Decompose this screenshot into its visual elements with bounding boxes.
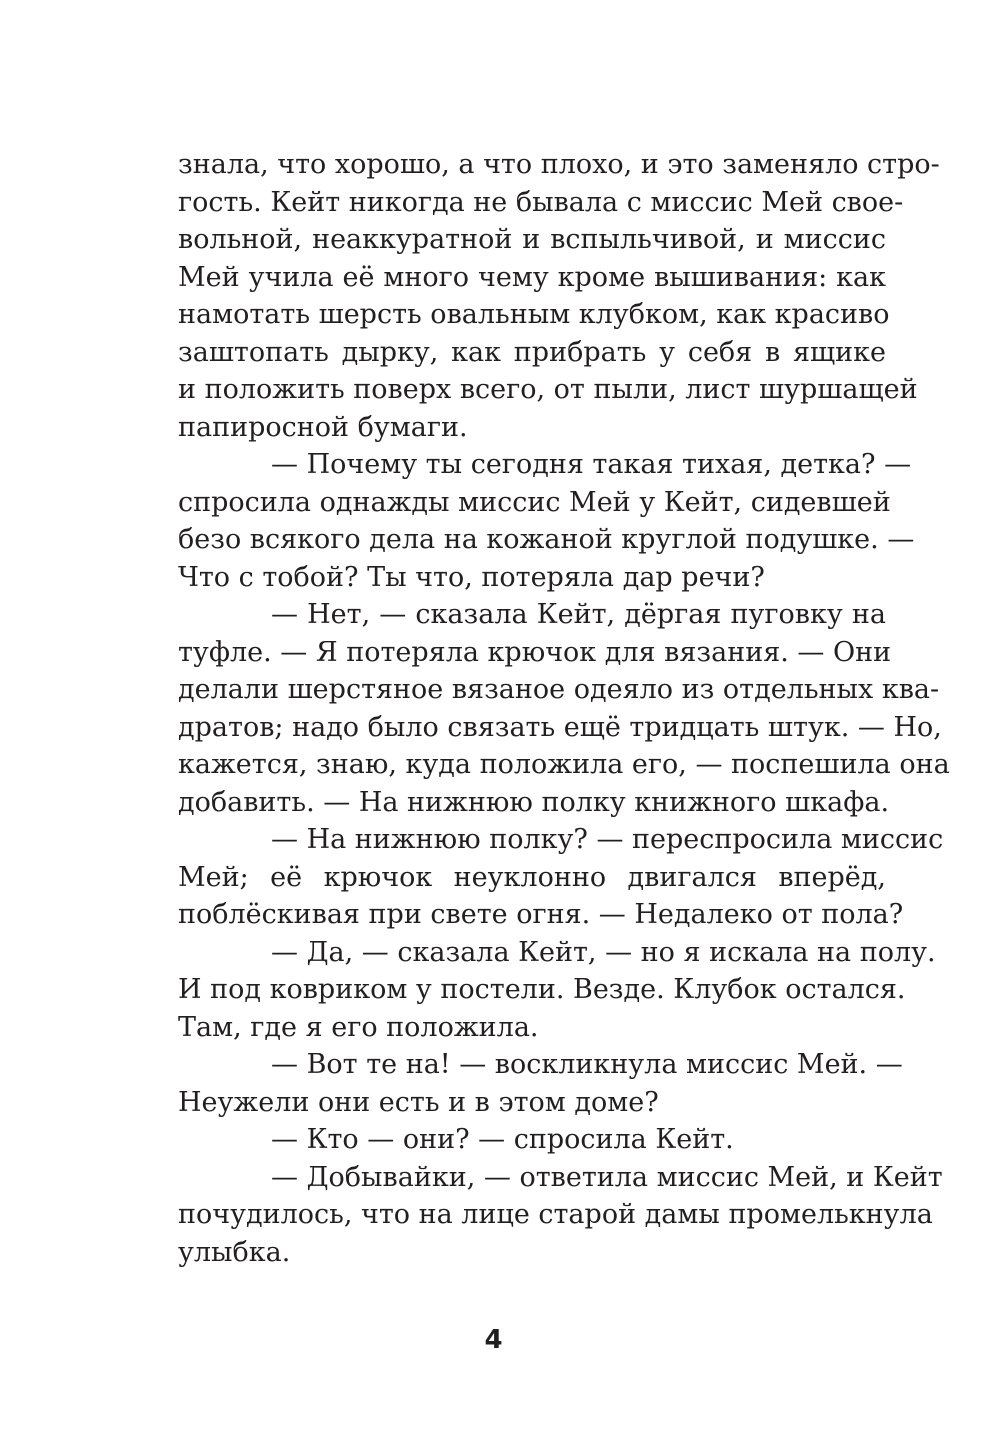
text-line: безо всякого дела на кожаной круглой подушке. — bbox=[178, 524, 915, 555]
text-line: кажется, знаю, куда положила его, — поспешила она bbox=[178, 749, 950, 780]
text-line: намотать шерсть овальным клубком, как красиво bbox=[178, 299, 890, 330]
text-line: — Вот те на! — воскликнула миссис Мей. — bbox=[271, 1049, 903, 1080]
text-line: знала, что хорошо, а что плохо, и это заменяло стро- bbox=[178, 149, 940, 180]
text-line: почудилось, что на лице старой дамы промелькнула bbox=[178, 1199, 933, 1230]
text-line: и положить поверх всего, от пыли, лист шуршащей bbox=[178, 374, 918, 405]
text-line: спросила однажды миссис Мей у Кейт, сидевшей bbox=[178, 486, 891, 518]
text-line: — Кто — они? — спросила Кейт. bbox=[271, 1124, 734, 1155]
text-line: папиросной бумаги. bbox=[178, 411, 468, 443]
text-line: — Почему ты сегодня такая тихая, детка? — bbox=[271, 449, 912, 480]
text-line: И под ковриком у постели. Везде. Клубок остался. bbox=[178, 974, 906, 1005]
text-line: поблёскивая при свете огня. — Недалеко от пола? bbox=[178, 899, 904, 930]
text-line: — Нет, — сказала Кейт, дёргая пуговку на bbox=[271, 599, 886, 630]
page-number: 4 bbox=[484, 1325, 503, 1355]
text-line: гость. Кейт никогда не бывала с миссис Мей свое- bbox=[178, 186, 904, 218]
text-line: делали шерстяное вязаное одеяло из отдельных ква- bbox=[178, 674, 940, 705]
text-line: Что с тобой? Ты что, потеряла дар речи? bbox=[178, 561, 765, 593]
text-line: Неужели они есть и в этом доме? bbox=[178, 1086, 659, 1118]
text-line: улыбка. bbox=[178, 1236, 291, 1268]
text-line: Мей; её крючок неуклонно двигался вперёд, bbox=[178, 861, 886, 893]
text-line: заштопать дырку, как прибрать у себя в ящике bbox=[178, 336, 886, 368]
text-line: дратов; надо было связать ещё тридцать штук. — Но, bbox=[178, 711, 942, 743]
text-line: Там, где я его положила. bbox=[178, 1011, 539, 1043]
text-line: туфле. — Я потеряла крючок для вязания. — Они bbox=[178, 636, 892, 668]
body-text bbox=[178, 146, 950, 1271]
text-line: — Добывайки, — ответила миссис Мей, и Кейт bbox=[271, 1161, 943, 1193]
text-line: Мей учила её много чему кроме вышивания: как bbox=[178, 261, 886, 293]
text-line: добавить. — На нижнюю полку книжного шкафа. bbox=[178, 786, 890, 818]
text-line: — На нижнюю полку? — переспросила миссис bbox=[271, 824, 944, 855]
text-line: — Да, — сказала Кейт, — но я искала на полу. bbox=[271, 936, 936, 968]
text-line: вольной, неаккуратной и вспыльчивой, и миссис bbox=[178, 224, 886, 255]
